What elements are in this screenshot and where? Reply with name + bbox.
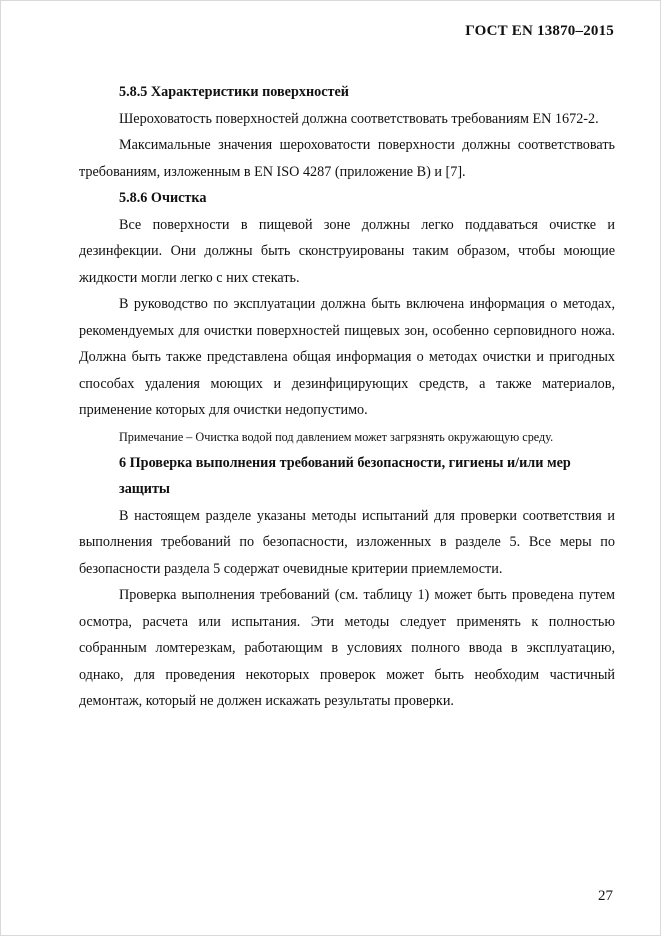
paragraph: Шероховатость поверхностей должна соответствовать требованиям EN 1672-2. [119, 110, 599, 127]
page-number: 27 [598, 888, 613, 904]
section-heading-6: 6 Проверка выполнения требований безопасности, гигиены и/или мер защиты [119, 454, 571, 497]
paragraph: Максимальные значения шероховатости поверхности должны соответствовать требованиям, изложенным в EN ISO 4287 (приложение В) и [7]. [79, 137, 615, 180]
paragraph: Все поверхности в пищевой зоне должны легко поддаваться очистке и дезинфекции. Они должны быть сконструированы таким образом, чтобы моющие жидкости могли легко с них стекать. [79, 216, 615, 286]
document-body [79, 79, 615, 715]
paragraph: В настоящем разделе указаны методы испытаний для проверки соответствия и выполнения требований по безопасности, изложенных в разделе 5. Все меры по безопасности раздела 5 содержат очевидные критерии приемлемости. [79, 507, 615, 577]
paragraph: В руководство по эксплуатации должна быть включена информация о методах, рекомендуемых для очистки поверхностей пищевых зон, особенно серповидного ножа. Должна быть также представлена общая информация о методах очистки и пригодных способах удаления моющих и дезинфицирующих средств, а также материалов, применение которых для очистки недопустимо. [79, 296, 615, 418]
note: Примечание – Очистка водой под давлением может загрязнять окружающую среду. [119, 429, 554, 444]
section-heading-5-8-6: 5.8.6 Очистка [119, 190, 207, 206]
section-heading-5-8-5: 5.8.5 Характеристики поверхностей [119, 84, 349, 100]
paragraph: Проверка выполнения требований (см. таблицу 1) может быть проведена путем осмотра, расчета или испытания. Эти методы следует применять к полностью собранным ломтерезкам, работающим в условиях полного ввода в эксплуатацию, однако, для проведения некоторых проверок может быть необходим частичный демонтаж, который не должен искажать результаты проверки. [79, 587, 615, 709]
standard-header: ГОСТ EN 13870–2015 [465, 23, 614, 39]
